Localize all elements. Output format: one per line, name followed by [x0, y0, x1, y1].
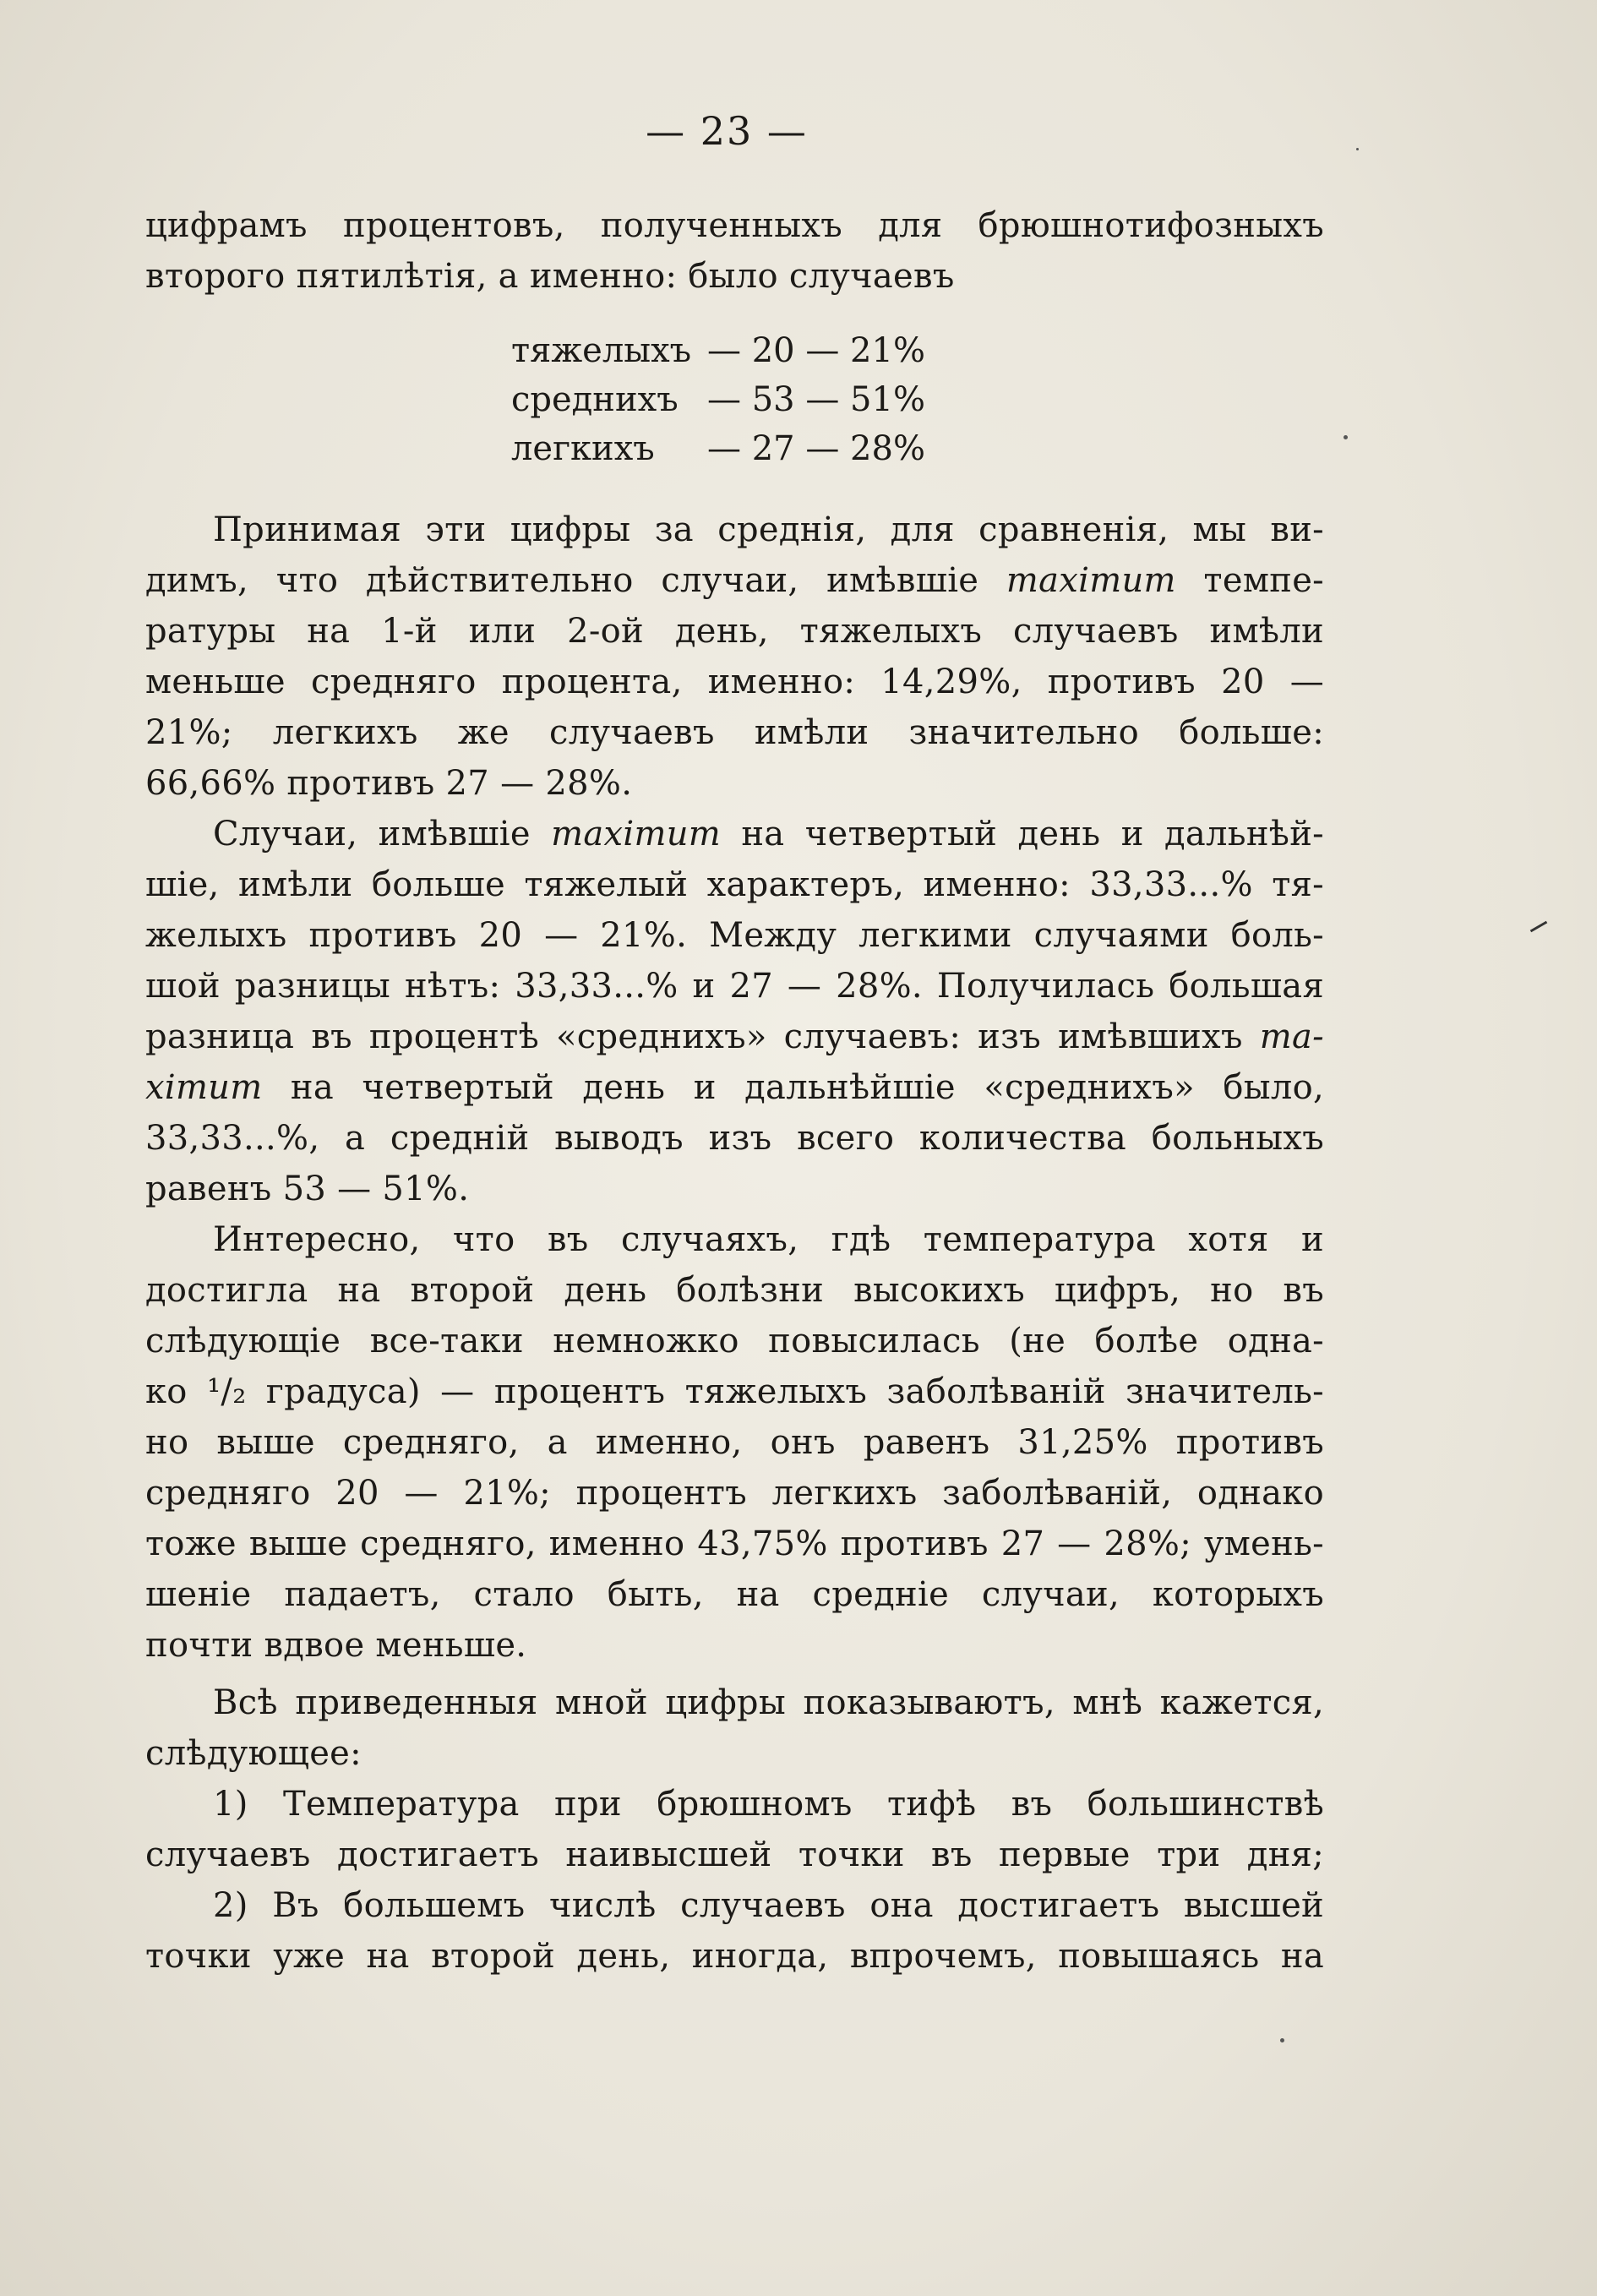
- text-line: Всѣ приведенныя мной цифры показываютъ, мнѣ кажется,: [213, 1683, 1324, 1722]
- text-line: слѣдующіе все-таки немножко повысилась (не болѣе одна-: [145, 1322, 1324, 1361]
- text-line: достигла на второй день болѣзни высокихъ цифръ, но въ: [145, 1271, 1324, 1310]
- paragraph-3: [145, 1214, 1324, 1671]
- text-line: случаевъ достигаетъ наивысшей точки въ первые три дня;: [145, 1835, 1324, 1874]
- text-line: 33,33...%, а средній выводъ изъ всего количества больныхъ: [145, 1119, 1324, 1158]
- text-line: равенъ 53 — 51%.: [145, 1170, 470, 1208]
- text-line: 21%; легкихъ же случаевъ имѣли значительно больше:: [145, 713, 1324, 752]
- table-row: [511, 375, 925, 424]
- text-line: шеніе падаетъ, стало быть, на средніе случаи, которыхъ: [145, 1575, 1324, 1614]
- text-line: но выше средняго, а именно, онъ равенъ 31,25% противъ: [145, 1423, 1324, 1462]
- table-row-label: тяжелыхъ: [511, 331, 692, 370]
- text-line: шіе, имѣли больше тяжелый характеръ, именно: 33,33...% тя-: [145, 865, 1324, 904]
- text-line: разница въ процентѣ «среднихъ» случаевъ: изъ имѣвшихъ ma-: [145, 1017, 1324, 1056]
- text-line: ратуры на 1-й или 2-ой день, тяжелыхъ случаевъ имѣли: [145, 612, 1324, 651]
- text-line: 1) Температура при брюшномъ тифѣ въ большинствѣ: [213, 1785, 1324, 1824]
- text-line: второго пятилѣтія, а именно: было случаевъ: [145, 257, 955, 296]
- text-line: ко ¹/₂ градуса) — процентъ тяжелыхъ заболѣваній значитель-: [145, 1372, 1324, 1411]
- text-line: тоже выше средняго, именно 43,75% противъ 27 — 28%; умень-: [145, 1524, 1324, 1563]
- table-row: [511, 326, 925, 375]
- paragraph-6: [145, 1880, 1324, 1982]
- case-percentage-table: [511, 326, 925, 473]
- table-row-values: — 53 — 51%: [707, 380, 925, 419]
- text-line: ximum на четвертый день и дальнѣйшіе «среднихъ» было,: [145, 1068, 1324, 1107]
- paragraph-4: [145, 1677, 1324, 1779]
- text-line: средняго 20 — 21%; процентъ легкихъ заболѣваній, однако: [145, 1474, 1324, 1513]
- text-line: Принимая эти цифры за среднія, для сравненія, мы ви-: [213, 510, 1324, 549]
- text-line: 2) Въ большемъ числѣ случаевъ она достигаетъ высшей: [213, 1886, 1324, 1925]
- text-line: Интересно, что въ случаяхъ, гдѣ температура хотя и: [213, 1220, 1324, 1259]
- text-line: почти вдвое меньше.: [145, 1626, 527, 1665]
- table-row-label: среднихъ: [511, 380, 679, 419]
- paragraph-1: [145, 504, 1324, 809]
- intro-paragraph: [145, 200, 1324, 302]
- text-line: Случаи, имѣвшіе maximum на четвертый день и дальнѣй-: [213, 815, 1324, 854]
- paragraph-2: [145, 809, 1324, 1214]
- text-line: 66,66% противъ 27 — 28%.: [145, 764, 633, 803]
- text-line: цифрамъ процентовъ, полученныхъ для брюшнотифозныхъ: [145, 206, 1324, 245]
- table-row-values: — 27 — 28%: [707, 429, 925, 468]
- paper-speck: [1280, 2038, 1284, 2042]
- text-line: точки уже на второй день, иногда, впрочемъ, повышаясь на: [145, 1937, 1324, 1976]
- text-line: димъ, что дѣйствительно случаи, имѣвшіе maximum темпе-: [145, 561, 1324, 600]
- paper-mark: [1530, 921, 1548, 933]
- table-row-values: — 20 — 21%: [707, 331, 925, 370]
- text-line: шой разницы нѣтъ: 33,33...% и 27 — 28%. Получилась большая: [145, 967, 1324, 1006]
- text-line: меньше средняго процента, именно: 14,29%, противъ 20 —: [145, 663, 1324, 701]
- paragraph-5: [145, 1779, 1324, 1880]
- table-row: [511, 424, 925, 473]
- page-number: — 23 —: [646, 108, 808, 154]
- paper-speck: [1356, 148, 1359, 150]
- paper-speck: [1344, 435, 1348, 439]
- table-row-label: легкихъ: [511, 429, 655, 468]
- text-line: желыхъ противъ 20 — 21%. Между легкими случаями боль-: [145, 916, 1324, 955]
- text-line: слѣдующее:: [145, 1734, 362, 1773]
